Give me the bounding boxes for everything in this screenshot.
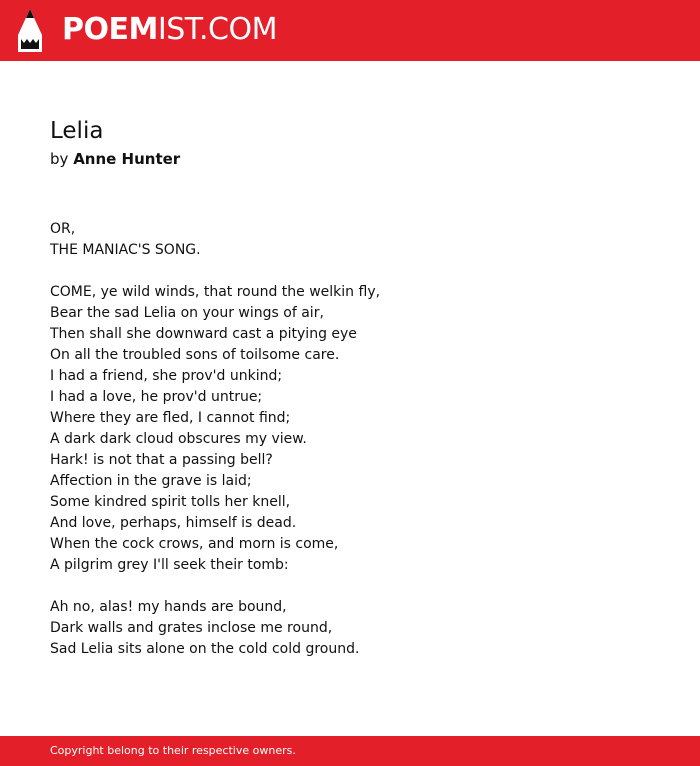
poem-line: A dark dark cloud obscures my view. bbox=[50, 431, 307, 447]
poem-line: Ah no, alas! my hands are bound, bbox=[50, 599, 287, 615]
top-bar bbox=[0, 0, 700, 61]
poem-line: Dark walls and grates inclose me round, bbox=[50, 620, 333, 636]
poem-line: Where they are fled, I cannot find; bbox=[50, 410, 291, 426]
poem-body bbox=[50, 219, 380, 660]
poem-line: A pilgrim grey I'll seek their tomb: bbox=[50, 557, 289, 573]
poem-line: THE MANIAC'S SONG. bbox=[50, 242, 201, 258]
poem-line: Hark! is not that a passing bell? bbox=[50, 452, 273, 468]
poem-line: Affection in the grave is laid; bbox=[50, 473, 252, 489]
poem-line: OR, bbox=[50, 221, 76, 237]
poem-line: I had a friend, she prov'd unkind; bbox=[50, 368, 283, 384]
poem-line: Sad Lelia sits alone on the cold cold ground. bbox=[50, 641, 360, 657]
poem-line: And love, perhaps, himself is dead. bbox=[50, 515, 297, 531]
stanza-break bbox=[50, 261, 380, 282]
poem-line: Then shall she downward cast a pitying eye bbox=[50, 326, 357, 342]
copyright-text: Copyright belong to their respective owners. bbox=[50, 744, 296, 757]
site-brand bbox=[62, 12, 277, 48]
poem-line: I had a love, he prov'd untrue; bbox=[50, 389, 263, 405]
footer-bar bbox=[0, 736, 700, 766]
poem-line: When the cock crows, and morn is come, bbox=[50, 536, 339, 552]
poem-title: Lelia bbox=[50, 118, 104, 144]
poem-byline bbox=[50, 149, 180, 169]
brand-bold-text: POEM bbox=[62, 12, 158, 47]
poem-line: Some kindred spirit tolls her knell, bbox=[50, 494, 291, 510]
brand-light-text: IST.COM bbox=[157, 12, 277, 47]
pencil-icon bbox=[18, 9, 42, 52]
poem-line: Bear the sad Lelia on your wings of air, bbox=[50, 305, 324, 321]
poem-author: Anne Hunter bbox=[73, 150, 181, 168]
stanza-break bbox=[50, 576, 380, 597]
poem-line: COME, ye wild winds, that round the welkin fly, bbox=[50, 284, 381, 300]
by-label: by bbox=[50, 150, 69, 168]
poem-line: On all the troubled sons of toilsome care. bbox=[50, 347, 340, 363]
